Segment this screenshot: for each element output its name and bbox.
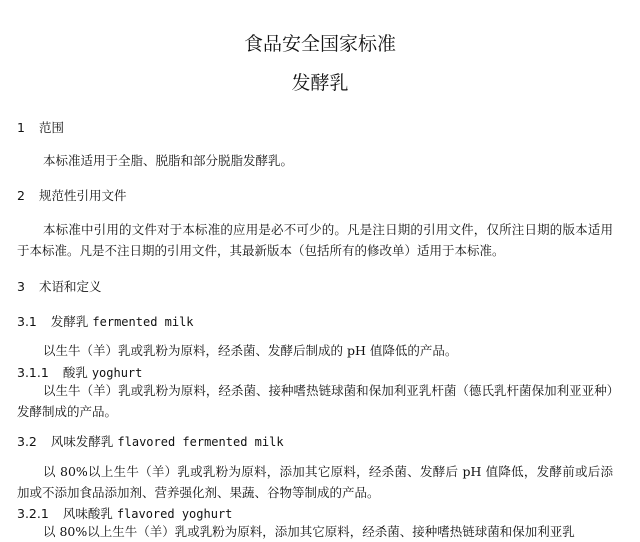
section-3-2-1-heading: [17, 504, 232, 522]
section-3-1-heading: [17, 312, 194, 330]
section-number: 3.2.1: [17, 506, 49, 521]
section-title: 风味发酵乳: [50, 434, 114, 449]
section-title-en: yoghurt: [91, 366, 143, 380]
section-1-heading: [17, 118, 64, 136]
section-title: 风味酸乳: [62, 506, 113, 521]
section-1-body: 本标准适用于全脂、脱脂和部分脱脂发酵乳。: [43, 153, 294, 168]
section-title-en: fermented milk: [92, 315, 194, 329]
document-subtitle: 发酵乳: [291, 72, 349, 94]
section-title: 规范性引用文件: [38, 188, 127, 203]
section-number: 3.1: [17, 314, 37, 329]
section-title: 范围: [38, 120, 64, 135]
section-3-1-1-body: 以生牛（羊）乳或乳粉为原料，经杀菌、接种嗜热链球菌和保加利亚乳杆菌（德氏乳杆菌保加利亚亚种）发酵制成的产品。: [17, 383, 613, 419]
section-title: 发酵乳: [50, 314, 89, 329]
section-title-en: flavored yoghurt: [116, 507, 233, 521]
section-title: 酸乳: [62, 365, 88, 380]
section-3-heading: [17, 277, 101, 295]
section-3-2-heading: [17, 432, 284, 450]
section-title: 术语和定义: [38, 279, 102, 294]
section-3-1-body: 以生牛（羊）乳或乳粉为原料，经杀菌、发酵后制成的 pH 值降低的产品。: [43, 343, 458, 358]
section-number: 3: [17, 279, 25, 294]
section-number: 3.1.1: [17, 365, 49, 380]
document-title: 食品安全国家标准: [243, 33, 396, 55]
section-2-body: 本标准中引用的文件对于本标准的应用是必不可少的。凡是注日期的引用文件，仅所注日期的版本适用于本标准。凡是不注日期的引用文件，其最新版本（包括所有的修改单）适用于本标准。: [17, 222, 613, 258]
section-title-en: flavored fermented milk: [117, 435, 284, 449]
section-number: 3.2: [17, 434, 37, 449]
section-number: 2: [17, 188, 25, 203]
section-3-1-1-heading: [17, 363, 142, 381]
section-3-2-1-body: 以 80%以上生牛（羊）乳或乳粉为原料，添加其它原料，经杀菌、接种嗜热链球菌和保加利亚乳: [43, 524, 575, 539]
section-3-2-body: 以 80%以上生牛（羊）乳或乳粉为原料，添加其它原料，经杀菌、发酵后 pH 值降低，发酵前或后添加或不添加食品添加剂、营养强化剂、果蔬、谷物等制成的产品。: [17, 464, 613, 500]
section-number: 1: [17, 120, 25, 135]
section-2-heading: [17, 186, 126, 204]
